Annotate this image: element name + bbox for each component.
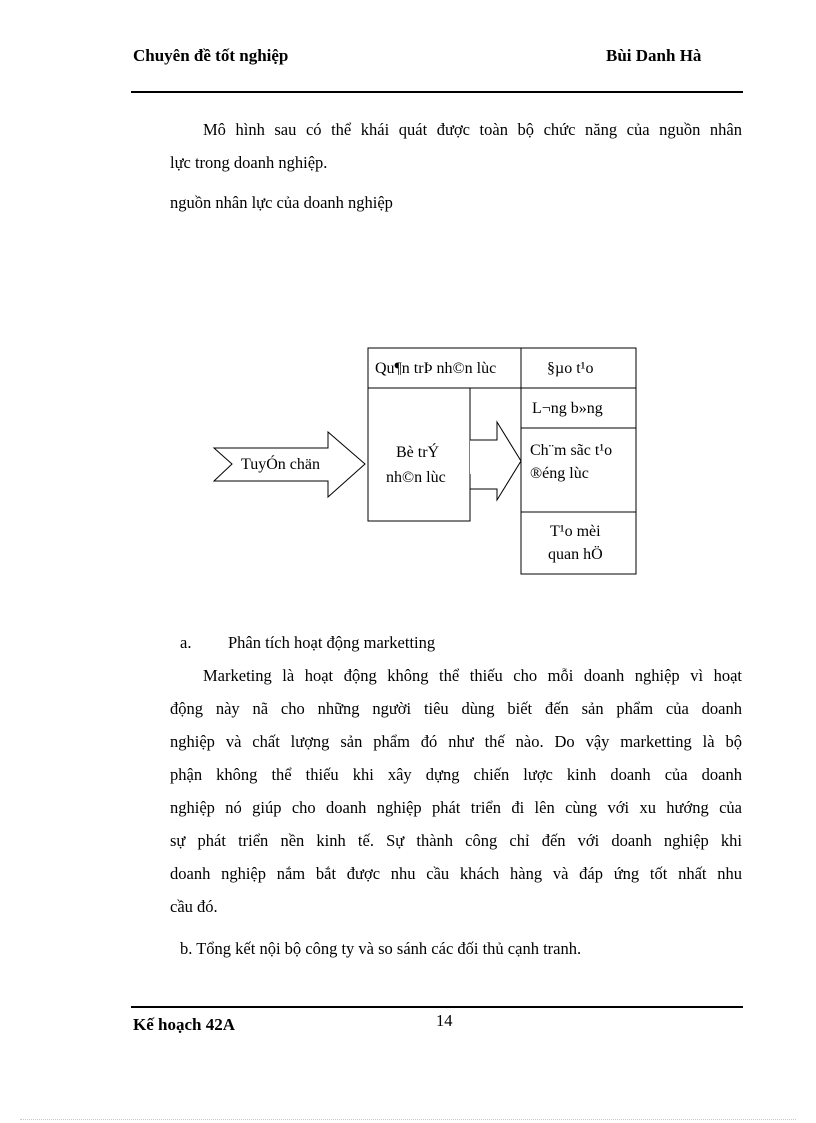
footer-course: Kế hoạch 42A <box>133 1015 235 1034</box>
section-b-title: b. Tổng kết nội bộ công ty và so sánh các đối thủ cạnh tranh. <box>180 939 582 958</box>
section-a-line: nghiệp nó giúp cho doanh nghiệp phát triển đi lên cùng với xu hướng của <box>170 798 742 817</box>
diagram-caption: nguồn nhân lực của doanh nghiệp <box>170 193 393 212</box>
intro-paragraph <box>170 113 742 179</box>
section-a-line: sự phát triển nền kinh tế. Sự thành công chỉ đến với doanh nghiệp khi <box>170 831 742 850</box>
relations-line2: quan hÖ <box>548 546 603 563</box>
page-edge <box>20 1119 796 1120</box>
section-a-paragraph <box>170 659 742 923</box>
header-rule <box>131 91 743 93</box>
intro-line-1: Mô hình sau có thể khái quát được toàn bộ chức năng của nguồn nhân <box>203 120 742 139</box>
staffing-label-line2: nh©n lùc <box>386 469 446 486</box>
salary-label: L¬ng b»ng <box>532 400 603 417</box>
relations-line1: T¹o mèi <box>550 523 601 540</box>
care-motivation-line1: Ch¨m sãc t¹o <box>530 442 613 459</box>
page-number: 14 <box>436 1011 453 1030</box>
header-author: Bùi Danh Hà <box>606 46 702 65</box>
intro-line-2: lực trong doanh nghiệp. <box>170 153 328 172</box>
hr-function-diagram <box>200 340 650 585</box>
section-a-line: phận không thể thiếu khi xây dựng chiến lược kinh doanh của doanh <box>170 765 742 784</box>
footer-rule <box>131 1006 743 1008</box>
connector-arrow <box>470 422 521 500</box>
section-a-line: cầu đó. <box>170 897 218 916</box>
hr-management-label: Qu¶n trÞ nh©n lùc <box>375 360 497 377</box>
training-label: §µo t¹o <box>547 360 594 377</box>
header-left-title: Chuyên đề tốt nghiệp <box>133 46 289 65</box>
recruitment-label: TuyÓn chän <box>241 456 320 473</box>
section-a-title: Phân tích hoạt động marketting <box>228 633 436 652</box>
staffing-label-line1: Bè trÝ <box>396 444 440 461</box>
section-a-line: doanh nghiệp nắm bắt được nhu cầu khách hàng và đáp ứng tốt nhất nhu <box>170 864 742 883</box>
section-a-label: a. <box>180 633 192 652</box>
section-a-line: Marketing là hoạt động không thể thiếu cho mỗi doanh nghiệp vì hoạt <box>203 666 742 685</box>
section-a-line: động này nã cho những người tiêu dùng biết đến sản phẩm của doanh <box>170 699 742 718</box>
care-motivation-line2: ®éng lùc <box>530 465 589 482</box>
section-a-line: nghiệp và chất lượng sản phẩm đó như thế nào. Do vậy marketting là bộ <box>170 732 742 751</box>
